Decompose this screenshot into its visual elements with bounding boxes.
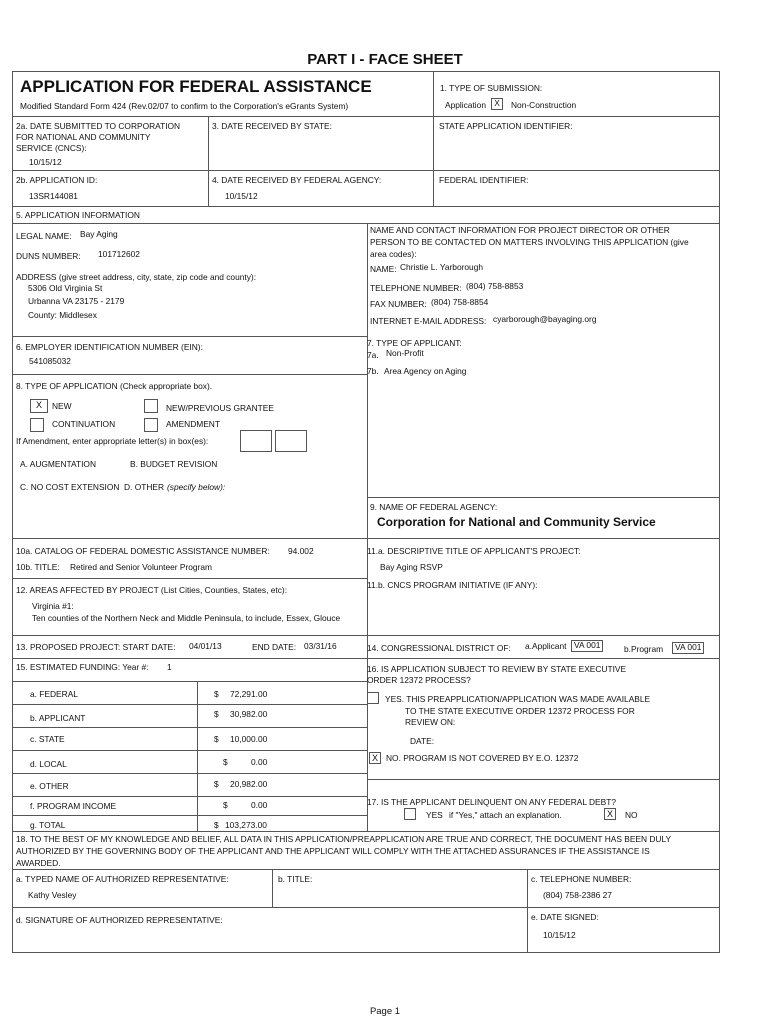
proposed-project-label: 13. PROPOSED PROJECT: START DATE: (16, 642, 176, 652)
continuation-checkbox[interactable] (30, 418, 44, 432)
delinquent-yes-note: if "Yes," attach an explanation. (449, 810, 562, 820)
rep-phone-label: c. TELEPHONE NUMBER: (531, 874, 632, 884)
certification-text-3: AWARDED. (16, 858, 61, 868)
funding-applicant-amount: 30,982.00 (230, 709, 268, 719)
duns-label: DUNS NUMBER: (16, 251, 81, 261)
application-info-label: 5. APPLICATION INFORMATION (16, 210, 140, 220)
cfda-value: 94.002 (288, 546, 314, 556)
ein-label: 6. EMPLOYER IDENTIFICATION NUMBER (EIN): (16, 342, 203, 352)
program-initiative-label: 11.b. CNCS PROGRAM INITIATIVE (IF ANY): (367, 580, 538, 590)
address-line-1: 5306 Old Virginia St (28, 283, 103, 293)
rep-signature-label: d. SIGNATURE OF AUTHORIZED REPRESENTATIVE: (16, 915, 223, 925)
district-applicant-label: a.Applicant (525, 641, 567, 651)
new-checkbox[interactable]: X (30, 399, 48, 413)
page-number: Page 1 (369, 1006, 401, 1017)
option-other: D. OTHER (124, 482, 165, 492)
funding-total-amount: 103,273.00 (225, 820, 267, 830)
telephone-value: (804) 758-8853 (466, 281, 524, 291)
contact-label-3: area codes): (370, 249, 417, 259)
delinquent-debt-label: 17. IS THE APPLICANT DELINQUENT ON ANY FEDERAL DEBT? (367, 797, 617, 807)
funding-total-currency: $ (214, 820, 219, 830)
funding-other-currency: $ (214, 779, 219, 789)
rep-phone-value: (804) 758-2386 27 (543, 890, 612, 900)
funding-state-label: c. STATE (30, 734, 65, 744)
areas-affected-line-2: Ten counties of the Northern Neck and Middle Peninsula, to include, Essex, Glouce (32, 613, 341, 623)
legal-name-label: LEGAL NAME: (16, 231, 72, 241)
applicant-type-label: 7. TYPE OF APPLICANT: (367, 338, 462, 348)
date-submitted-label-2: FOR NATIONAL AND COMMUNITY (16, 132, 151, 142)
rep-name-label: a. TYPED NAME OF AUTHORIZED REPRESENTATIVE: (16, 874, 229, 884)
state-review-date-label: DATE: (410, 736, 435, 746)
funding-program-income-amount: 0.00 (251, 800, 268, 810)
amendment-checkbox[interactable] (144, 418, 158, 432)
funding-total-label: g. TOTAL (30, 820, 66, 830)
project-title-value: Bay Aging RSVP (380, 562, 443, 572)
submission-option-label: Application (445, 100, 486, 110)
federal-agency-label: 9. NAME OF FEDERAL AGENCY: (370, 502, 498, 512)
submission-checkbox[interactable]: X (491, 98, 503, 110)
state-review-yes-label-2: TO THE STATE EXECUTIVE ORDER 12372 PROCESS FOR (405, 706, 635, 716)
funding-program-income-currency: $ (223, 800, 228, 810)
state-review-no-checkbox[interactable]: X (369, 752, 381, 764)
new-previous-checkbox[interactable] (144, 399, 158, 413)
option-other-note: (specify below): (167, 482, 226, 492)
district-applicant-value: VA 001 (571, 640, 603, 652)
funding-year-value: 1 (167, 662, 172, 672)
funding-applicant-currency: $ (214, 709, 219, 719)
funding-applicant-label: b. APPLICANT (30, 713, 86, 723)
funding-federal-currency: $ (214, 689, 219, 699)
continuation-label: CONTINUATION (52, 419, 116, 429)
applicant-type-7a-value: Non-Profit (386, 348, 424, 358)
fax-label: FAX NUMBER: (370, 299, 427, 309)
delinquent-no-label: NO (625, 810, 638, 820)
state-review-label-2: ORDER 12372 PROCESS? (367, 675, 471, 685)
applicant-type-7b-label: 7b. (367, 366, 379, 376)
state-review-yes-label-3: REVIEW ON: (405, 717, 456, 727)
end-date-label: END DATE: (252, 642, 297, 652)
option-no-cost-extension: C. NO COST EXTENSION (20, 482, 120, 492)
certification-text-2: AUTHORIZED BY THE GOVERNING BODY OF THE APPLICANT AND THE APPLICANT WILL COMPLY WITH THE ATTACHED ASSURANCES IF THE ASSISTANCE IS (16, 846, 650, 856)
date-received-state-label: 3. DATE RECEIVED BY STATE: (212, 121, 332, 131)
delinquent-no-checkbox[interactable]: X (604, 808, 616, 820)
new-previous-label: NEW/PREVIOUS GRANTEE (166, 403, 274, 413)
date-signed-label: e. DATE SIGNED: (531, 912, 599, 922)
funding-federal-amount: 72,291.00 (230, 689, 268, 699)
rep-name-value: Kathy Vesley (28, 890, 77, 900)
address-line-3: County: Middlesex (28, 310, 97, 320)
contact-name-value: Christie L. Yarborough (400, 262, 484, 272)
start-date-value: 04/01/13 (189, 641, 222, 651)
delinquent-yes-checkbox[interactable] (404, 808, 416, 820)
amendment-letter-box-2[interactable] (275, 430, 307, 452)
congressional-district-label: 14. CONGRESSIONAL DISTRICT OF: (367, 643, 511, 653)
funding-state-amount: 10,000.00 (230, 734, 268, 744)
date-received-federal-value: 10/15/12 (225, 191, 258, 201)
district-program-label: b.Program (624, 644, 664, 654)
duns-value: 101712602 (98, 249, 140, 259)
email-label: INTERNET E-MAIL ADDRESS: (370, 316, 487, 326)
telephone-label: TELEPHONE NUMBER: (370, 283, 462, 293)
applicant-type-7a-label: 7a. (367, 350, 379, 360)
application-type-label: 8. TYPE OF APPLICATION (Check appropriate box). (16, 381, 213, 391)
form-subtitle: Modified Standard Form 424 (Rev.02/07 to confirm to the Corporation's eGrants System) (20, 101, 349, 111)
federal-identifier-label: FEDERAL IDENTIFIER: (439, 175, 529, 185)
amendment-note: If Amendment, enter appropriate letter(s) in box(es): (16, 436, 209, 446)
form-title: APPLICATION FOR FEDERAL ASSISTANCE (20, 77, 372, 96)
district-program-value: VA 001 (672, 642, 704, 654)
project-title-label: 11.a. DESCRIPTIVE TITLE OF APPLICANT'S PROJECT: (367, 546, 581, 556)
state-app-id-label: STATE APPLICATION IDENTIFIER: (439, 121, 573, 131)
fax-value: (804) 758-8854 (431, 297, 489, 307)
cfda-title-label: 10b. TITLE: (16, 562, 60, 572)
rep-title-label: b. TITLE: (278, 874, 313, 884)
funding-local-amount: 0.00 (251, 757, 268, 767)
funding-other-label: e. OTHER (30, 781, 69, 791)
date-received-federal-label: 4. DATE RECEIVED BY FEDERAL AGENCY: (212, 175, 382, 185)
delinquent-yes-label: YES (426, 810, 443, 820)
areas-affected-label: 12. AREAS AFFECTED BY PROJECT (List Cities, Counties, States, etc): (16, 585, 288, 595)
date-submitted-label: 2a. DATE SUBMITTED TO CORPORATION (16, 121, 181, 131)
legal-name-value: Bay Aging (80, 229, 118, 239)
contact-name-label: NAME: (370, 264, 397, 274)
funding-federal-label: a. FEDERAL (30, 689, 78, 699)
date-signed-value: 10/15/12 (543, 930, 576, 940)
submission-type-value: Non-Construction (511, 100, 577, 110)
areas-affected-line-1: Virginia #1: (32, 601, 74, 611)
address-label: ADDRESS (give street address, city, state, zip code and county): (16, 272, 257, 282)
funding-local-label: d. LOCAL (30, 759, 67, 769)
application-id-label: 2b. APPLICATION ID: (16, 175, 98, 185)
amendment-letter-box-1[interactable] (240, 430, 272, 452)
form-frame (12, 71, 720, 953)
submission-type-label: 1. TYPE OF SUBMISSION: (440, 83, 543, 93)
amendment-label: AMENDMENT (166, 419, 220, 429)
ein-value: 541085032 (29, 356, 71, 366)
end-date-value: 03/31/16 (304, 641, 337, 651)
funding-other-amount: 20,982.00 (230, 779, 268, 789)
cfda-title-value: Retired and Senior Volunteer Program (70, 562, 212, 572)
federal-agency-value: Corporation for National and Community Service (377, 515, 656, 529)
funding-program-income-label: f. PROGRAM INCOME (30, 801, 117, 811)
cfda-label: 10a. CATALOG OF FEDERAL DOMESTIC ASSISTANCE NUMBER: (16, 546, 270, 556)
option-budget-revision: B. BUDGET REVISION (130, 459, 218, 469)
page-heading: PART I - FACE SHEET (307, 51, 463, 68)
date-submitted-value: 10/15/12 (29, 157, 62, 167)
application-id-value: 13SR144081 (29, 191, 78, 201)
contact-label: NAME AND CONTACT INFORMATION FOR PROJECT DIRECTOR OR OTHER (370, 225, 670, 235)
state-review-yes-label: YES. THIS PREAPPLICATION/APPLICATION WAS MADE AVAILABLE (385, 694, 651, 704)
email-value: cyarborough@bayaging.org (493, 314, 597, 324)
new-label: NEW (52, 401, 72, 411)
funding-local-currency: $ (223, 757, 228, 767)
state-review-label: 16. IS APPLICATION SUBJECT TO REVIEW BY STATE EXECUTIVE (367, 664, 627, 674)
estimated-funding-label: 15. ESTIMATED FUNDING: Year #: (16, 662, 149, 672)
funding-state-currency: $ (214, 734, 219, 744)
contact-label-2: PERSON TO BE CONTACTED ON MATTERS INVOLVING THIS APPLICATION (give (370, 237, 689, 247)
state-review-yes-checkbox[interactable] (367, 692, 379, 704)
address-line-2: Urbanna VA 23175 - 2179 (28, 296, 125, 306)
certification-text-1: 18. TO THE BEST OF MY KNOWLEDGE AND BELIEF, ALL DATA IN THIS APPLICATION/PREAPPLICATION ARE TRUE AND CORRECT, THE DOCUMENT HAS BEEN DULY (16, 834, 672, 844)
date-submitted-label-3: SERVICE (CNCS): (16, 143, 87, 153)
option-augmentation: A. AUGMENTATION (20, 459, 96, 469)
applicant-type-7b-value: Area Agency on Aging (384, 366, 467, 376)
state-review-no-label: NO. PROGRAM IS NOT COVERED BY E.O. 12372 (386, 753, 579, 763)
